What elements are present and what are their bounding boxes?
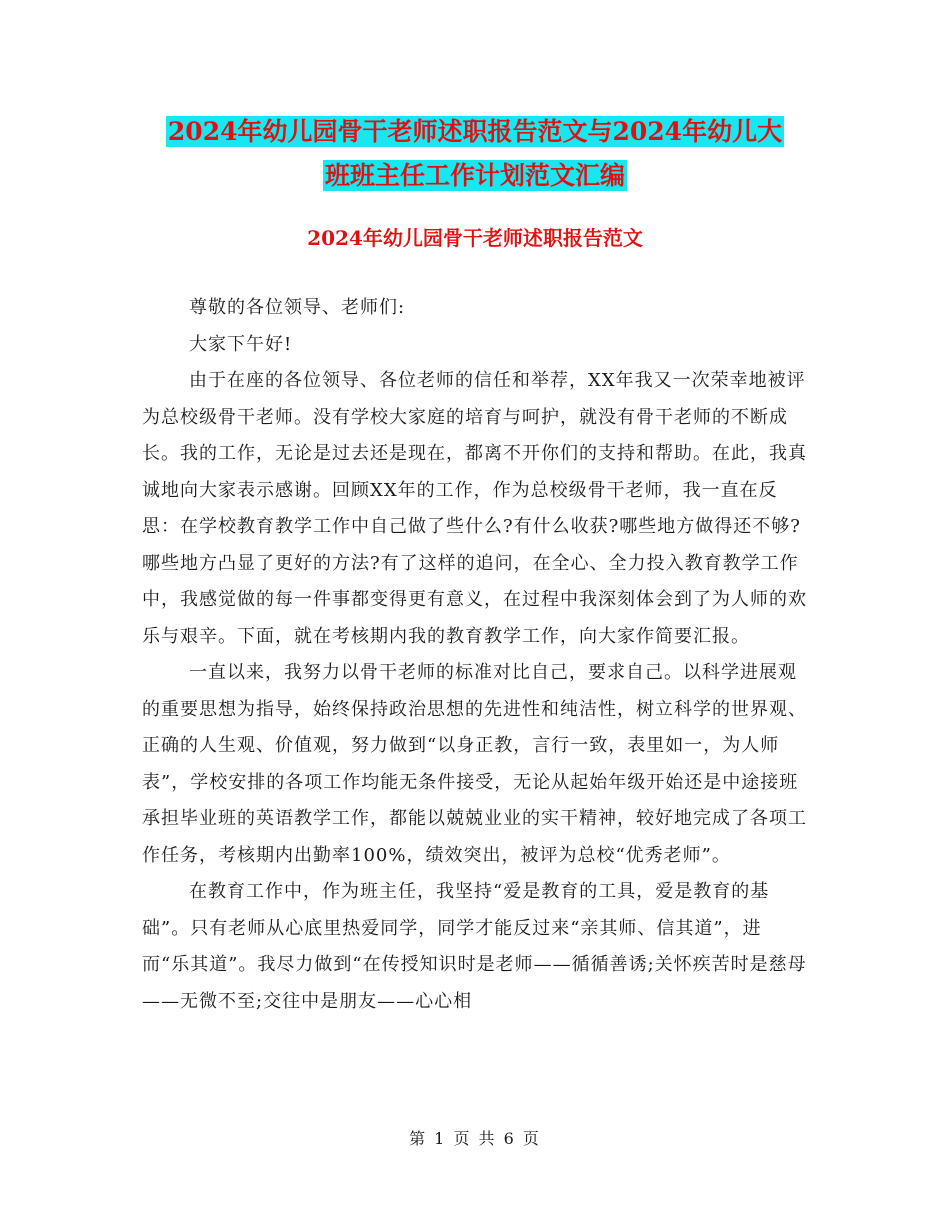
paragraph-1: 由于在座的各位领导、各位老师的信任和举荐，XX年我又一次荣幸地被评为总校级骨干老师。没有学校大家庭的培育与呵护，就没有骨干老师的不断成长。我的工作，无论是过去还是现在，都离不开你们的支持和帮助。在此，我真诚地向大家表示感谢。回顾XX年的工作，作为总校级骨干老师，我一直在反思：在学校教育教学工作中自己做了些什么?有什么收获?哪些地方做得还不够?哪些地方凸显了更好的方法?有了这样的追问，在全心、全力投入教育教学工作中，我感觉做的每一件事都变得更有意义，在过程中我深刻体会到了为人师的欢乐与艰辛。下面，就在考核期内我的教育教学工作，向大家作简要汇报。 [142,370,807,647]
title-line-2: 班班主任工作计划范文汇编 [324,161,625,190]
salutation: 大家下午好! [189,333,293,355]
page-footer: 第 1 页 共 6 页 [409,1129,541,1148]
document-title [0,110,950,198]
title-line-1: 2024年幼儿园骨干老师述职报告范文与2024年幼儿大 [167,117,783,146]
section-heading: 2024年幼儿园骨干老师述职报告范文 [307,226,643,250]
paragraph-3: 在教育工作中，作为班主任，我坚持“爱是教育的工具，爱是教育的基础”。只有老师从心底里热爱同学，同学才能反过来“亲其师、信其道”，进而“乐其道”。我尽力做到“在传授知识时是老师——循循善诱;关怀疾苦时是慈母——无微不至;交往中是朋友——心心相 [142,881,807,1012]
body-text [142,290,808,1020]
paragraph-2: 一直以来，我努力以骨干老师的标准对比自己，要求自己。以科学进展观的重要思想为指导，始终保持政治思想的先进性和纯洁性，树立科学的世界观、正确的人生观、价值观，努力做到“以身正教，言行一致，表里如一，为人师表”，学校安排的各项工作均能无条件接受，无论从起始年级开始还是中途接班承担毕业班的英语教学工作，都能以兢兢业业的实干精神，较好地完成了各项工作任务，考核期内出勤率100%，绩效突出，被评为总校“优秀老师”。 [142,662,807,866]
greeting: 尊敬的各位领导、老师们: [189,297,406,318]
